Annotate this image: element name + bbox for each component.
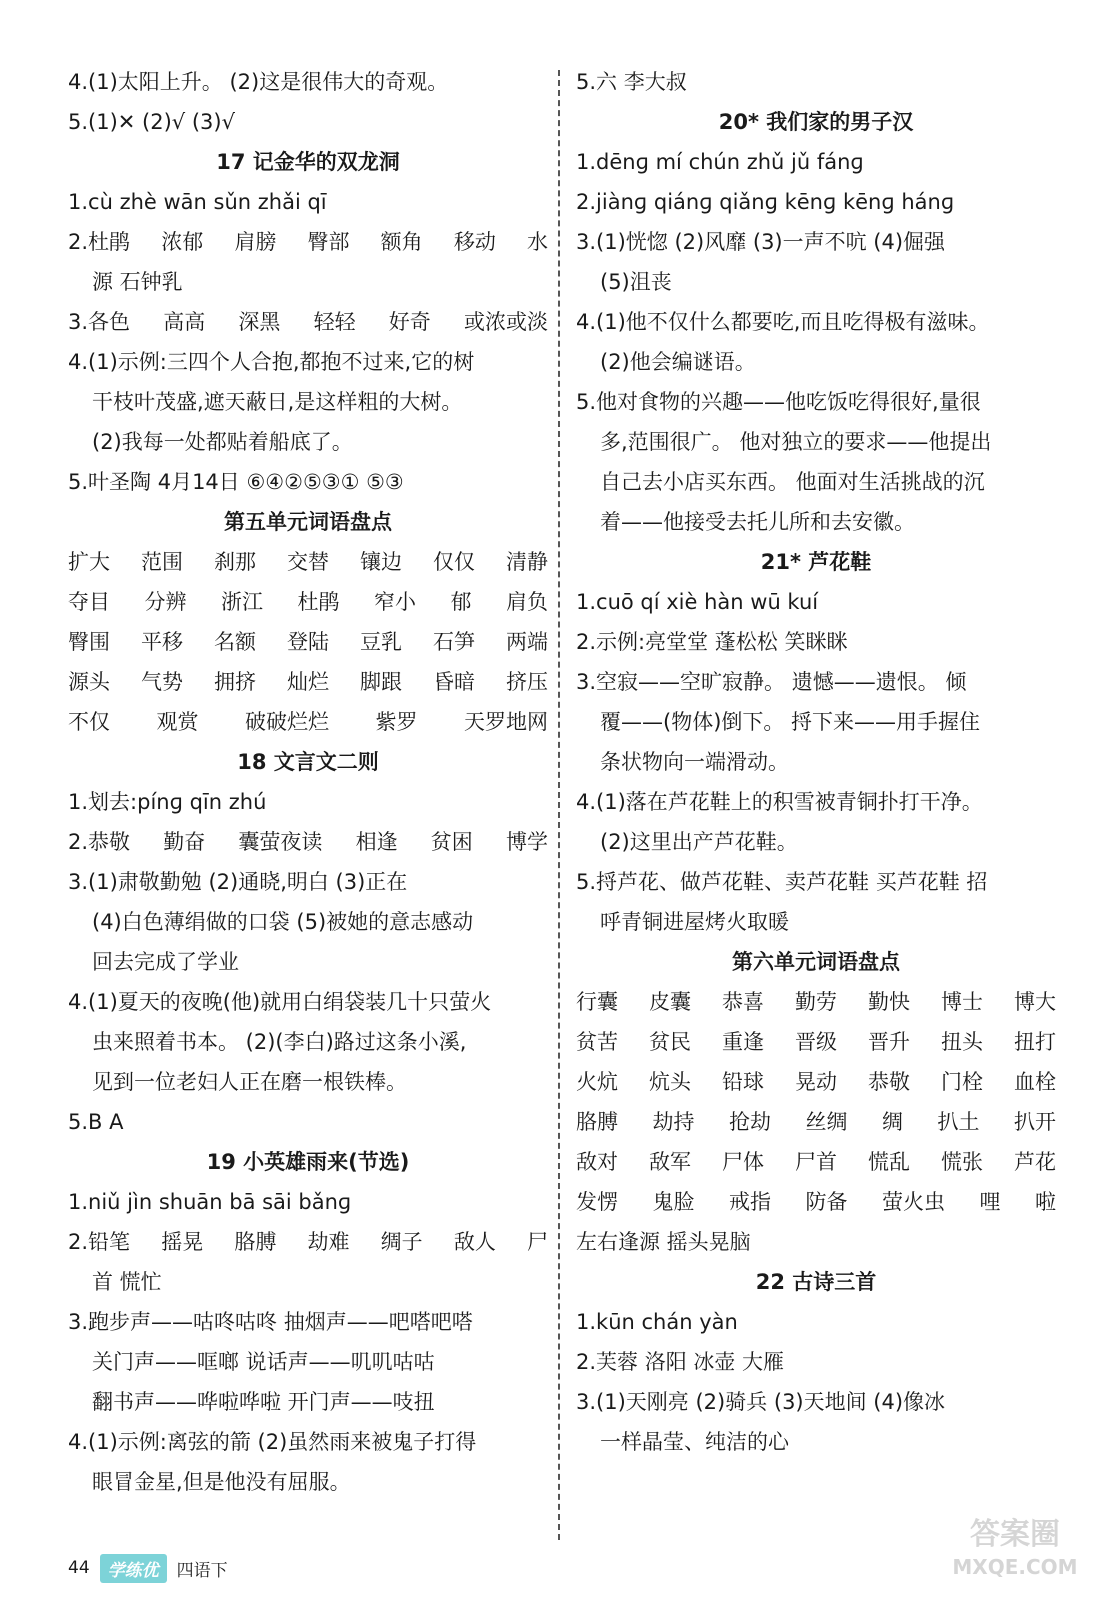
word-item: 额角 bbox=[380, 230, 423, 254]
word-row bbox=[576, 1142, 1056, 1182]
column-divider bbox=[558, 70, 560, 1540]
word-item: 戒指 bbox=[729, 1190, 771, 1214]
word-item: 石笋 bbox=[433, 630, 475, 654]
answer-line: 4.(1)他不仅什么都要吃,而且吃得极有滋味。 bbox=[576, 310, 990, 334]
word-item: 昏暗 bbox=[433, 670, 475, 694]
word-item: 萤火虫 bbox=[882, 1190, 945, 1214]
word-item: 勤快 bbox=[868, 990, 910, 1014]
word-item: 恭敬 bbox=[868, 1070, 910, 1094]
answer-continuation: 呼青铜进屋烤火取暖 bbox=[600, 910, 789, 934]
word-item: 两端 bbox=[506, 630, 548, 654]
page-number: 44 bbox=[68, 1558, 90, 1578]
word-item: 深黑 bbox=[238, 310, 281, 334]
word-item: 分辨 bbox=[144, 590, 187, 614]
word-item: 天罗地网 bbox=[464, 710, 548, 734]
word-item: 臀部 bbox=[307, 230, 350, 254]
word-item: 浙江 bbox=[221, 590, 263, 614]
word-item: 名额 bbox=[214, 630, 256, 654]
answer-line: 3.跑步声——咕咚咕咚 抽烟声——吧嗒吧嗒 bbox=[68, 1310, 473, 1334]
answer-continuation: 见到一位老妇人正在磨一根铁棒。 bbox=[92, 1070, 407, 1094]
answer-line: 4.(1)太阳上升。 (2)这是很伟大的奇观。 bbox=[68, 70, 449, 94]
word-item: 交替 bbox=[287, 550, 329, 574]
answer-continuation: 翻书声——哗啦哗啦 开门声——吱扭 bbox=[92, 1390, 435, 1414]
answer-continuation: 眼冒金星,但是他没有屈服。 bbox=[92, 1470, 351, 1494]
section-title: 19 小英雄雨来(节选) bbox=[206, 1150, 410, 1174]
word-item: 摇晃 bbox=[161, 1230, 204, 1254]
word-item: 铅球 bbox=[722, 1070, 764, 1094]
word-item: 晃动 bbox=[795, 1070, 837, 1094]
word-row bbox=[68, 1222, 548, 1262]
word-row bbox=[68, 582, 548, 622]
word-item: 鬼脸 bbox=[652, 1190, 695, 1214]
word-item: 哩 bbox=[979, 1190, 1001, 1214]
word-item: 源头 bbox=[68, 670, 110, 694]
answer-line: 4.(1)落在芦花鞋上的积雪被青铜扑打干净。 bbox=[576, 790, 983, 814]
brand-logo: 学练优 bbox=[100, 1554, 167, 1583]
answer-continuation: (5)沮丧 bbox=[600, 270, 672, 294]
answer-line: 4.(1)示例:离弦的箭 (2)虽然雨来被鬼子打得 bbox=[68, 1430, 477, 1454]
answer-line: 5.六 李大叔 bbox=[576, 70, 687, 94]
answer-line: 5.B A bbox=[68, 1110, 124, 1134]
word-item: 重逢 bbox=[722, 1030, 764, 1054]
word-item: 轻轻 bbox=[313, 310, 356, 334]
word-row bbox=[68, 702, 548, 742]
word-item: 肩负 bbox=[506, 590, 548, 614]
word-item: 胳膊 bbox=[234, 1230, 277, 1254]
word-item: 水 bbox=[526, 230, 548, 254]
word-item: 啦 bbox=[1035, 1190, 1056, 1214]
word-item: 发愣 bbox=[576, 1190, 618, 1214]
section-title: 22 古诗三首 bbox=[755, 1270, 877, 1294]
word-item: 挤压 bbox=[506, 670, 548, 694]
word-item: 不仅 bbox=[68, 710, 110, 734]
word-item: 清静 bbox=[506, 550, 548, 574]
word-item: 勤劳 bbox=[795, 990, 837, 1014]
word-item: 扩大 bbox=[68, 550, 110, 574]
section-title: 17 记金华的双龙洞 bbox=[216, 150, 400, 174]
word-item: 扒土 bbox=[937, 1110, 980, 1134]
word-row bbox=[68, 542, 548, 582]
word-item: 镶边 bbox=[360, 550, 402, 574]
word-row bbox=[68, 822, 548, 862]
word-item: 晋级 bbox=[795, 1030, 837, 1054]
word-row bbox=[576, 1102, 1056, 1142]
word-item: 恭喜 bbox=[722, 990, 764, 1014]
word-item: 3.各色 bbox=[68, 310, 131, 334]
answer-continuation: 源 石钟乳 bbox=[92, 270, 183, 294]
word-item: 高高 bbox=[163, 310, 206, 334]
word-item: 气势 bbox=[141, 670, 183, 694]
word-item: 灿烂 bbox=[287, 670, 329, 694]
answer-line: 3.(1)恍惚 (2)风靡 (3)一声不吭 (4)倔强 bbox=[576, 230, 946, 254]
section-title: 18 文言文二则 bbox=[237, 750, 379, 774]
word-item: 扭头 bbox=[941, 1030, 983, 1054]
answer-line: 3.(1)天刚亮 (2)骑兵 (3)天地间 (4)像冰 bbox=[576, 1390, 946, 1414]
answer-line: 左右逢源 摇头晃脑 bbox=[576, 1230, 751, 1254]
answer-continuation: 干枝叶茂盛,遮天蔽日,是这样粗的大树。 bbox=[92, 390, 463, 414]
answer-line: 3.(1)肃敬勤勉 (2)通晓,明白 (3)正在 bbox=[68, 870, 408, 894]
answer-continuation: 回去完成了学业 bbox=[92, 950, 239, 974]
answer-line: 5.捋芦花、做芦花鞋、卖芦花鞋 买芦花鞋 招 bbox=[576, 870, 988, 894]
section-title: 第六单元词语盘点 bbox=[732, 950, 900, 974]
word-item: 臀围 bbox=[68, 630, 110, 654]
word-row bbox=[68, 222, 548, 262]
word-item: 2.杜鹃 bbox=[68, 230, 131, 254]
word-item: 2.恭敬 bbox=[68, 830, 131, 854]
subject-label: 四语下 bbox=[176, 1560, 228, 1581]
word-item: 博大 bbox=[1014, 990, 1056, 1014]
word-item: 晋升 bbox=[868, 1030, 910, 1054]
word-item: 或浓或淡 bbox=[463, 310, 548, 334]
word-item: 平移 bbox=[141, 630, 183, 654]
word-item: 观赏 bbox=[156, 710, 199, 734]
word-item: 夺目 bbox=[68, 590, 110, 614]
word-item: 贫民 bbox=[649, 1030, 691, 1054]
word-item: 勤奋 bbox=[163, 830, 206, 854]
answer-continuation: 自己去小店买东西。 他面对生活挑战的沉 bbox=[600, 470, 985, 494]
watermark-text-bottom: MXQE.COM bbox=[952, 1555, 1078, 1579]
word-item: 博学 bbox=[505, 830, 548, 854]
word-item: 敌人 bbox=[453, 1230, 496, 1254]
word-item: 尸体 bbox=[722, 1150, 764, 1174]
word-item: 豆乳 bbox=[360, 630, 402, 654]
word-item: 火炕 bbox=[576, 1070, 618, 1094]
word-item: 绸 bbox=[882, 1110, 903, 1134]
word-row bbox=[576, 982, 1056, 1022]
word-item: 血栓 bbox=[1014, 1070, 1056, 1094]
word-item: 移动 bbox=[453, 230, 496, 254]
word-row bbox=[576, 1022, 1056, 1062]
word-row bbox=[68, 302, 548, 342]
word-item: 尸首 bbox=[795, 1150, 837, 1174]
word-row bbox=[576, 1182, 1056, 1222]
section-title: 第五单元词语盘点 bbox=[224, 510, 392, 534]
word-item: 2.铅笔 bbox=[68, 1230, 131, 1254]
answer-continuation: 一样晶莹、纯洁的心 bbox=[600, 1430, 789, 1454]
watermark-logo bbox=[940, 1506, 1090, 1586]
answer-line: 4.(1)夏天的夜晚(他)就用白绢袋装几十只萤火 bbox=[68, 990, 492, 1014]
word-row bbox=[68, 622, 548, 662]
word-item: 扒开 bbox=[1014, 1110, 1056, 1134]
answer-line: 5.他对食物的兴趣——他吃饭吃得很好,量很 bbox=[576, 390, 981, 414]
answer-continuation: (2)我每一处都贴着船底了。 bbox=[92, 430, 353, 454]
word-item: 贫苦 bbox=[576, 1030, 618, 1054]
answer-continuation: (2)这里出产芦花鞋。 bbox=[600, 830, 798, 854]
left-column bbox=[68, 62, 548, 1502]
answer-line: 2.示例:亮堂堂 蓬松松 笑眯眯 bbox=[576, 630, 848, 654]
word-item: 肩膀 bbox=[234, 230, 277, 254]
word-item: 炕头 bbox=[649, 1070, 691, 1094]
answer-line: 5.(1)✕ (2)√ (3)√ bbox=[68, 110, 235, 134]
answer-line: 1.cù zhè wān sǔn zhǎi qī bbox=[68, 190, 327, 214]
word-item: 拥挤 bbox=[214, 670, 256, 694]
word-item: 丝绸 bbox=[805, 1110, 848, 1134]
word-item: 皮囊 bbox=[649, 990, 691, 1014]
answer-line: 3.空寂——空旷寂静。 遗憾——遗恨。 倾 bbox=[576, 670, 967, 694]
word-item: 尸 bbox=[526, 1230, 548, 1254]
answer-continuation: 着——他接受去托儿所和去安徽。 bbox=[600, 510, 915, 534]
answer-line: 1.dēnɡ mí chún zhǔ jǔ fánɡ bbox=[576, 150, 864, 174]
answer-continuation: 虫来照着书本。 (2)(李白)路过这条小溪, bbox=[92, 1030, 467, 1054]
word-item: 博士 bbox=[941, 990, 983, 1014]
word-row bbox=[576, 1062, 1056, 1102]
answer-continuation: (2)他会编谜语。 bbox=[600, 350, 756, 374]
word-item: 劫持 bbox=[652, 1110, 695, 1134]
word-item: 范围 bbox=[141, 550, 183, 574]
answer-continuation: (4)白色薄绢做的口袋 (5)被她的意志感动 bbox=[92, 910, 474, 934]
word-item: 郁 bbox=[450, 590, 472, 614]
word-item: 紫罗 bbox=[375, 710, 418, 734]
word-item: 敌军 bbox=[649, 1150, 691, 1174]
answer-line: 1.cuō qí xiè hàn wū kuí bbox=[576, 590, 819, 614]
word-item: 慌张 bbox=[941, 1150, 983, 1174]
answer-continuation: 覆——(物体)倒下。 捋下来——用手握住 bbox=[600, 710, 981, 734]
word-item: 扭打 bbox=[1014, 1030, 1056, 1054]
word-item: 芦花 bbox=[1014, 1150, 1056, 1174]
section-title: 20* 我们家的男子汉 bbox=[718, 110, 914, 134]
word-item: 浓郁 bbox=[161, 230, 204, 254]
word-item: 慌乱 bbox=[868, 1150, 910, 1174]
word-item: 行囊 bbox=[576, 990, 618, 1014]
word-item: 登陆 bbox=[287, 630, 329, 654]
answer-line: 1.划去:pínɡ qīn zhú bbox=[68, 790, 267, 814]
word-item: 门栓 bbox=[941, 1070, 983, 1094]
answer-continuation: 条状物向一端滑动。 bbox=[600, 750, 789, 774]
word-item: 杜鹃 bbox=[297, 590, 340, 614]
word-item: 脚跟 bbox=[360, 670, 402, 694]
word-item: 抢劫 bbox=[729, 1110, 771, 1134]
answer-continuation: 首 慌忙 bbox=[92, 1270, 162, 1294]
word-item: 仅仅 bbox=[433, 550, 475, 574]
word-item: 破破烂烂 bbox=[245, 710, 329, 734]
word-row bbox=[68, 662, 548, 702]
word-item: 窄小 bbox=[374, 590, 416, 614]
right-column bbox=[576, 62, 1056, 1462]
answer-continuation: 关门声——哐啷 说话声——叽叽咕咕 bbox=[92, 1350, 435, 1374]
word-item: 防备 bbox=[805, 1190, 848, 1214]
answer-line: 2.芙蓉 洛阳 冰壶 大雁 bbox=[576, 1350, 785, 1374]
answer-continuation: 多,范围很广。 他对独立的要求——他提出 bbox=[600, 430, 992, 454]
watermark-text-top: 答案圈 bbox=[970, 1517, 1060, 1552]
answer-line: 1.niǔ jìn shuān bā sāi bǎnɡ bbox=[68, 1190, 352, 1214]
word-item: 劫难 bbox=[307, 1230, 350, 1254]
answer-line: 2.jiànɡ qiánɡ qiǎnɡ kēnɡ kēnɡ hánɡ bbox=[576, 190, 955, 214]
word-item: 敌对 bbox=[576, 1150, 618, 1174]
answer-line: 1.kūn chán yàn bbox=[576, 1310, 738, 1334]
word-item: 胳膊 bbox=[576, 1110, 618, 1134]
word-item: 相逢 bbox=[355, 830, 398, 854]
answer-line: 4.(1)示例:三四个人合抱,都抱不过来,它的树 bbox=[68, 350, 475, 374]
word-item: 好奇 bbox=[388, 310, 431, 334]
word-item: 囊萤夜读 bbox=[238, 830, 323, 854]
section-title: 21* 芦花鞋 bbox=[760, 550, 872, 574]
answer-line: 5.叶圣陶 4月14日 ⑥④②⑤③① ⑤③ bbox=[68, 470, 404, 494]
word-item: 绸子 bbox=[380, 1230, 423, 1254]
word-item: 贫困 bbox=[430, 830, 473, 854]
page-footer bbox=[68, 1553, 228, 1583]
word-item: 刹那 bbox=[214, 550, 256, 574]
